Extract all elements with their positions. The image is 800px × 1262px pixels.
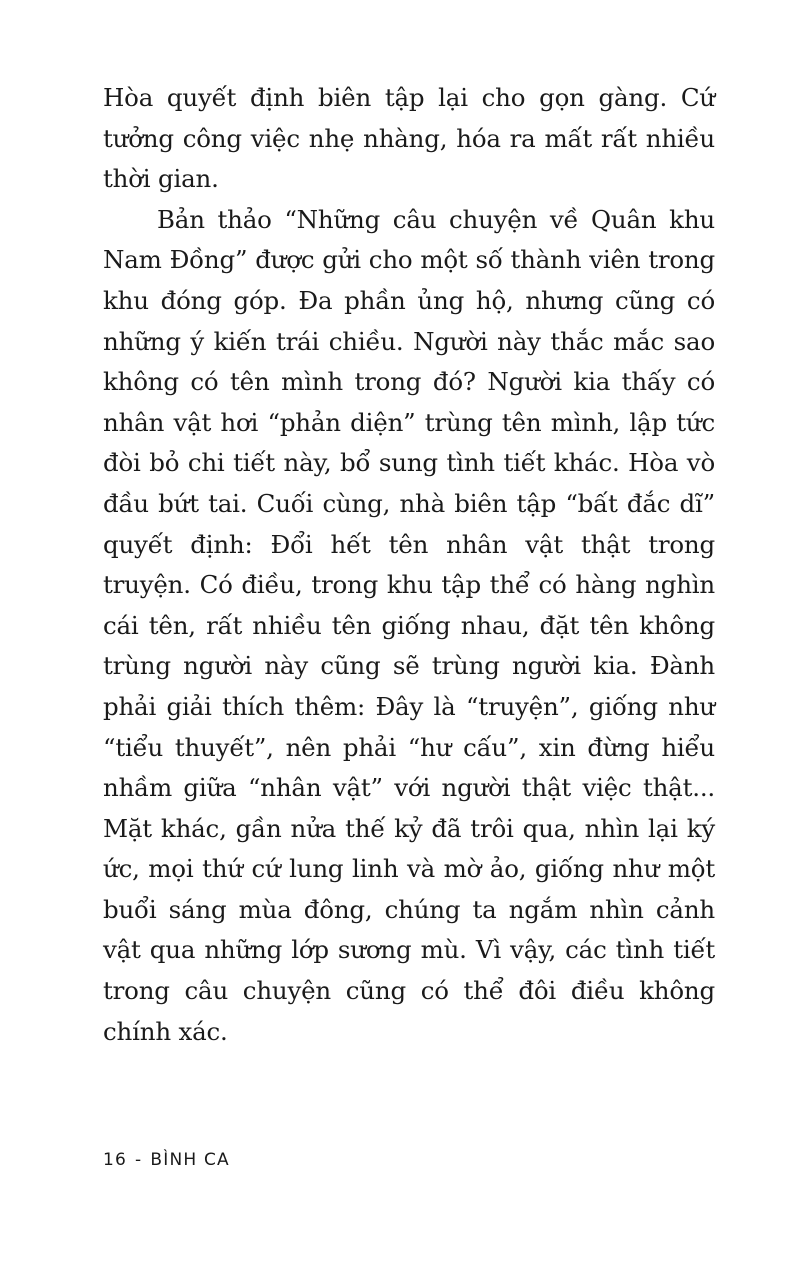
page-footer [103, 1150, 230, 1170]
page-number: 16 [103, 1150, 128, 1170]
running-title: BÌNH CA [150, 1150, 230, 1170]
body-text [103, 78, 715, 1052]
paragraph: Bản thảo “Những câu chuyện về Quân khu Nam Đồng” được gửi cho một số thành viên trong khu đóng góp. Đa phần ủng hộ, nhưng cũng có những ý kiến trái chiều. Người này thắc mắc sao không có tên mình trong đó? Người kia thấy có nhân vật hơi “phản diện” trùng tên mình, lập tức đòi bỏ chi tiết này, bổ sung tình tiết khác. Hòa vò đầu bứt tai. Cuối cùng, nhà biên tập “bất đắc dĩ” quyết định: Đổi hết tên nhân vật thật trong truyện. Có điều, trong khu tập thể có hàng nghìn cái tên, rất nhiều tên giống nhau, đặt tên không trùng người này cũng sẽ trùng người kia. Đành phải giải thích thêm: Đây là “truyện”, giống như “tiểu thuyết”, nên phải “hư cấu”, xin đừng hiểu nhầm giữa “nhân vật” với người thật việc thật... Mặt khác, gần nửa thế kỷ đã trôi qua, nhìn lại ký ức, mọi thứ cứ lung linh và mờ ảo, giống như một buổi sáng mùa đông, chúng ta ngắm nhìn cảnh vật qua những lớp sương mù. Vì vậy, các tình tiết trong câu chuyện cũng có thể đôi điều không chính xác. [103, 204, 715, 1046]
footer-separator: - [135, 1150, 143, 1170]
paragraph-continuation: Hòa quyết định biên tập lại cho gọn gàng. Cứ tưởng công việc nhẹ nhàng, hóa ra mất rất nhiều thời gian. [103, 83, 715, 194]
